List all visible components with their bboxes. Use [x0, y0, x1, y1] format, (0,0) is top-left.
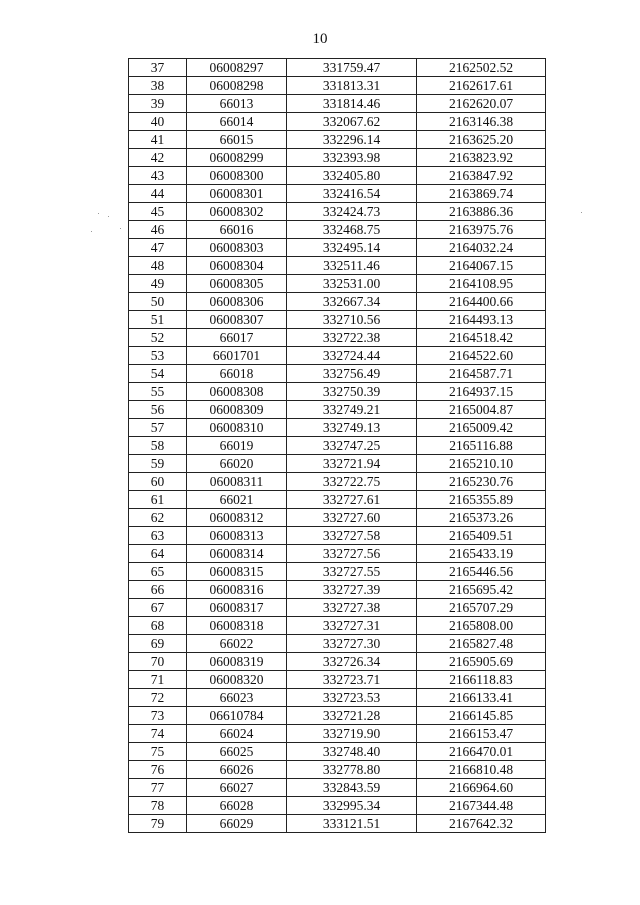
- y-coordinate-cell: 2163886.36: [417, 203, 546, 221]
- table-row: [129, 77, 546, 95]
- y-coordinate-cell: 2162502.52: [417, 59, 546, 77]
- point-id-cell: 06008307: [187, 311, 287, 329]
- x-coordinate-cell: 332727.60: [287, 509, 417, 527]
- x-coordinate-cell: 332843.59: [287, 779, 417, 797]
- point-id-cell: 66023: [187, 689, 287, 707]
- row-number-cell: 51: [129, 311, 187, 329]
- y-coordinate-cell: 2165373.26: [417, 509, 546, 527]
- row-number-cell: 53: [129, 347, 187, 365]
- x-coordinate-cell: 332405.80: [287, 167, 417, 185]
- y-coordinate-cell: 2165004.87: [417, 401, 546, 419]
- table-row: [129, 635, 546, 653]
- point-id-cell: 66013: [187, 95, 287, 113]
- x-coordinate-cell: 332667.34: [287, 293, 417, 311]
- x-coordinate-cell: 332722.38: [287, 329, 417, 347]
- y-coordinate-cell: 2163146.38: [417, 113, 546, 131]
- point-id-cell: 06008303: [187, 239, 287, 257]
- x-coordinate-cell: 332296.14: [287, 131, 417, 149]
- point-id-cell: 06008302: [187, 203, 287, 221]
- row-number-cell: 58: [129, 437, 187, 455]
- table-row: [129, 707, 546, 725]
- table-row: [129, 365, 546, 383]
- row-number-cell: 64: [129, 545, 187, 563]
- point-id-cell: 06610784: [187, 707, 287, 725]
- y-coordinate-cell: 2166153.47: [417, 725, 546, 743]
- x-coordinate-cell: 332995.34: [287, 797, 417, 815]
- row-number-cell: 45: [129, 203, 187, 221]
- scan-speck: [108, 216, 109, 217]
- point-id-cell: 6601701: [187, 347, 287, 365]
- row-number-cell: 43: [129, 167, 187, 185]
- y-coordinate-cell: 2163625.20: [417, 131, 546, 149]
- row-number-cell: 50: [129, 293, 187, 311]
- scan-speck: [120, 228, 121, 229]
- y-coordinate-cell: 2164032.24: [417, 239, 546, 257]
- row-number-cell: 78: [129, 797, 187, 815]
- table-row: [129, 725, 546, 743]
- y-coordinate-cell: 2165409.51: [417, 527, 546, 545]
- row-number-cell: 42: [129, 149, 187, 167]
- x-coordinate-cell: 332749.13: [287, 419, 417, 437]
- x-coordinate-cell: 331759.47: [287, 59, 417, 77]
- point-id-cell: 66026: [187, 761, 287, 779]
- y-coordinate-cell: 2165009.42: [417, 419, 546, 437]
- point-id-cell: 06008310: [187, 419, 287, 437]
- table-row: [129, 95, 546, 113]
- x-coordinate-cell: 332710.56: [287, 311, 417, 329]
- table-row: [129, 419, 546, 437]
- table-row: [129, 797, 546, 815]
- table-row: [129, 203, 546, 221]
- row-number-cell: 73: [129, 707, 187, 725]
- table-row: [129, 347, 546, 365]
- point-id-cell: 66019: [187, 437, 287, 455]
- y-coordinate-cell: 2164587.71: [417, 365, 546, 383]
- y-coordinate-cell: 2162617.61: [417, 77, 546, 95]
- x-coordinate-cell: 332468.75: [287, 221, 417, 239]
- table-row: [129, 131, 546, 149]
- scan-speck: [91, 231, 92, 232]
- point-id-cell: 06008317: [187, 599, 287, 617]
- point-id-cell: 06008301: [187, 185, 287, 203]
- y-coordinate-cell: 2165355.89: [417, 491, 546, 509]
- x-coordinate-cell: 332727.56: [287, 545, 417, 563]
- y-coordinate-cell: 2163975.76: [417, 221, 546, 239]
- table-row: [129, 401, 546, 419]
- x-coordinate-cell: 333121.51: [287, 815, 417, 833]
- table-row: [129, 257, 546, 275]
- y-coordinate-cell: 2165210.10: [417, 455, 546, 473]
- point-id-cell: 06008309: [187, 401, 287, 419]
- point-id-cell: 06008306: [187, 293, 287, 311]
- point-id-cell: 06008319: [187, 653, 287, 671]
- y-coordinate-cell: 2164400.66: [417, 293, 546, 311]
- row-number-cell: 47: [129, 239, 187, 257]
- x-coordinate-cell: 332722.75: [287, 473, 417, 491]
- table-row: [129, 383, 546, 401]
- point-id-cell: 66017: [187, 329, 287, 347]
- x-coordinate-cell: 332756.49: [287, 365, 417, 383]
- row-number-cell: 79: [129, 815, 187, 833]
- point-id-cell: 06008318: [187, 617, 287, 635]
- y-coordinate-cell: 2164067.15: [417, 257, 546, 275]
- x-coordinate-cell: 332424.73: [287, 203, 417, 221]
- row-number-cell: 59: [129, 455, 187, 473]
- point-id-cell: 66018: [187, 365, 287, 383]
- table-row: [129, 437, 546, 455]
- table-row: [129, 509, 546, 527]
- x-coordinate-cell: 332778.80: [287, 761, 417, 779]
- y-coordinate-cell: 2163847.92: [417, 167, 546, 185]
- point-id-cell: 66021: [187, 491, 287, 509]
- row-number-cell: 61: [129, 491, 187, 509]
- row-number-cell: 63: [129, 527, 187, 545]
- coordinates-table-body: [129, 59, 546, 833]
- row-number-cell: 48: [129, 257, 187, 275]
- scan-speck: [581, 212, 582, 213]
- y-coordinate-cell: 2165433.19: [417, 545, 546, 563]
- x-coordinate-cell: 331814.46: [287, 95, 417, 113]
- x-coordinate-cell: 332724.44: [287, 347, 417, 365]
- y-coordinate-cell: 2166145.85: [417, 707, 546, 725]
- x-coordinate-cell: 332727.38: [287, 599, 417, 617]
- table-row: [129, 617, 546, 635]
- table-row: [129, 113, 546, 131]
- y-coordinate-cell: 2163869.74: [417, 185, 546, 203]
- row-number-cell: 62: [129, 509, 187, 527]
- x-coordinate-cell: 332750.39: [287, 383, 417, 401]
- row-number-cell: 54: [129, 365, 187, 383]
- row-number-cell: 74: [129, 725, 187, 743]
- row-number-cell: 65: [129, 563, 187, 581]
- y-coordinate-cell: 2164937.15: [417, 383, 546, 401]
- x-coordinate-cell: 331813.31: [287, 77, 417, 95]
- x-coordinate-cell: 332727.31: [287, 617, 417, 635]
- table-row: [129, 599, 546, 617]
- x-coordinate-cell: 332721.28: [287, 707, 417, 725]
- y-coordinate-cell: 2165446.56: [417, 563, 546, 581]
- table-row: [129, 167, 546, 185]
- x-coordinate-cell: 332727.39: [287, 581, 417, 599]
- point-id-cell: 66015: [187, 131, 287, 149]
- y-coordinate-cell: 2165827.48: [417, 635, 546, 653]
- y-coordinate-cell: 2166118.83: [417, 671, 546, 689]
- y-coordinate-cell: 2166810.48: [417, 761, 546, 779]
- point-id-cell: 06008308: [187, 383, 287, 401]
- y-coordinate-cell: 2164108.95: [417, 275, 546, 293]
- x-coordinate-cell: 332511.46: [287, 257, 417, 275]
- table-row: [129, 563, 546, 581]
- row-number-cell: 75: [129, 743, 187, 761]
- table-row: [129, 329, 546, 347]
- table-row: [129, 581, 546, 599]
- table-row: [129, 743, 546, 761]
- y-coordinate-cell: 2163823.92: [417, 149, 546, 167]
- scan-speck: [98, 213, 99, 214]
- x-coordinate-cell: 332416.54: [287, 185, 417, 203]
- row-number-cell: 40: [129, 113, 187, 131]
- table-row: [129, 671, 546, 689]
- row-number-cell: 55: [129, 383, 187, 401]
- table-row: [129, 455, 546, 473]
- row-number-cell: 70: [129, 653, 187, 671]
- table-row: [129, 221, 546, 239]
- row-number-cell: 77: [129, 779, 187, 797]
- point-id-cell: 06008314: [187, 545, 287, 563]
- point-id-cell: 06008315: [187, 563, 287, 581]
- y-coordinate-cell: 2165707.29: [417, 599, 546, 617]
- table-row: [129, 149, 546, 167]
- y-coordinate-cell: 2164493.13: [417, 311, 546, 329]
- x-coordinate-cell: 332727.58: [287, 527, 417, 545]
- y-coordinate-cell: 2166133.41: [417, 689, 546, 707]
- y-coordinate-cell: 2165695.42: [417, 581, 546, 599]
- point-id-cell: 66025: [187, 743, 287, 761]
- y-coordinate-cell: 2165808.00: [417, 617, 546, 635]
- row-number-cell: 68: [129, 617, 187, 635]
- point-id-cell: 06008297: [187, 59, 287, 77]
- table-row: [129, 239, 546, 257]
- point-id-cell: 06008313: [187, 527, 287, 545]
- x-coordinate-cell: 332721.94: [287, 455, 417, 473]
- row-number-cell: 67: [129, 599, 187, 617]
- row-number-cell: 52: [129, 329, 187, 347]
- row-number-cell: 66: [129, 581, 187, 599]
- row-number-cell: 56: [129, 401, 187, 419]
- row-number-cell: 57: [129, 419, 187, 437]
- point-id-cell: 66022: [187, 635, 287, 653]
- x-coordinate-cell: 332719.90: [287, 725, 417, 743]
- x-coordinate-cell: 332531.00: [287, 275, 417, 293]
- y-coordinate-cell: 2162620.07: [417, 95, 546, 113]
- x-coordinate-cell: 332067.62: [287, 113, 417, 131]
- row-number-cell: 39: [129, 95, 187, 113]
- y-coordinate-cell: 2164522.60: [417, 347, 546, 365]
- row-number-cell: 69: [129, 635, 187, 653]
- table-row: [129, 311, 546, 329]
- table-row: [129, 473, 546, 491]
- point-id-cell: 06008311: [187, 473, 287, 491]
- point-id-cell: 66016: [187, 221, 287, 239]
- x-coordinate-cell: 332495.14: [287, 239, 417, 257]
- x-coordinate-cell: 332748.40: [287, 743, 417, 761]
- point-id-cell: 66028: [187, 797, 287, 815]
- row-number-cell: 76: [129, 761, 187, 779]
- table-row: [129, 491, 546, 509]
- x-coordinate-cell: 332747.25: [287, 437, 417, 455]
- row-number-cell: 38: [129, 77, 187, 95]
- x-coordinate-cell: 332749.21: [287, 401, 417, 419]
- x-coordinate-cell: 332393.98: [287, 149, 417, 167]
- point-id-cell: 06008298: [187, 77, 287, 95]
- y-coordinate-cell: 2166964.60: [417, 779, 546, 797]
- table-row: [129, 815, 546, 833]
- point-id-cell: 66020: [187, 455, 287, 473]
- x-coordinate-cell: 332727.30: [287, 635, 417, 653]
- table-row: [129, 689, 546, 707]
- y-coordinate-cell: 2167344.48: [417, 797, 546, 815]
- x-coordinate-cell: 332727.61: [287, 491, 417, 509]
- x-coordinate-cell: 332727.55: [287, 563, 417, 581]
- point-id-cell: 06008300: [187, 167, 287, 185]
- table-row: [129, 275, 546, 293]
- row-number-cell: 60: [129, 473, 187, 491]
- y-coordinate-cell: 2167642.32: [417, 815, 546, 833]
- y-coordinate-cell: 2165905.69: [417, 653, 546, 671]
- point-id-cell: 66014: [187, 113, 287, 131]
- y-coordinate-cell: 2164518.42: [417, 329, 546, 347]
- point-id-cell: 06008316: [187, 581, 287, 599]
- y-coordinate-cell: 2165116.88: [417, 437, 546, 455]
- table-row: [129, 653, 546, 671]
- table-row: [129, 761, 546, 779]
- x-coordinate-cell: 332723.53: [287, 689, 417, 707]
- row-number-cell: 72: [129, 689, 187, 707]
- point-id-cell: 66027: [187, 779, 287, 797]
- row-number-cell: 41: [129, 131, 187, 149]
- row-number-cell: 46: [129, 221, 187, 239]
- table-row: [129, 185, 546, 203]
- row-number-cell: 37: [129, 59, 187, 77]
- row-number-cell: 44: [129, 185, 187, 203]
- point-id-cell: 66029: [187, 815, 287, 833]
- page-number: 10: [312, 31, 328, 47]
- x-coordinate-cell: 332726.34: [287, 653, 417, 671]
- x-coordinate-cell: 332723.71: [287, 671, 417, 689]
- table-row: [129, 545, 546, 563]
- point-id-cell: 06008299: [187, 149, 287, 167]
- row-number-cell: 49: [129, 275, 187, 293]
- point-id-cell: 66024: [187, 725, 287, 743]
- y-coordinate-cell: 2166470.01: [417, 743, 546, 761]
- table-row: [129, 527, 546, 545]
- table-row: [129, 59, 546, 77]
- point-id-cell: 06008312: [187, 509, 287, 527]
- point-id-cell: 06008320: [187, 671, 287, 689]
- table-row: [129, 779, 546, 797]
- point-id-cell: 06008304: [187, 257, 287, 275]
- table-row: [129, 293, 546, 311]
- y-coordinate-cell: 2165230.76: [417, 473, 546, 491]
- row-number-cell: 71: [129, 671, 187, 689]
- point-id-cell: 06008305: [187, 275, 287, 293]
- coordinates-table: [128, 58, 546, 833]
